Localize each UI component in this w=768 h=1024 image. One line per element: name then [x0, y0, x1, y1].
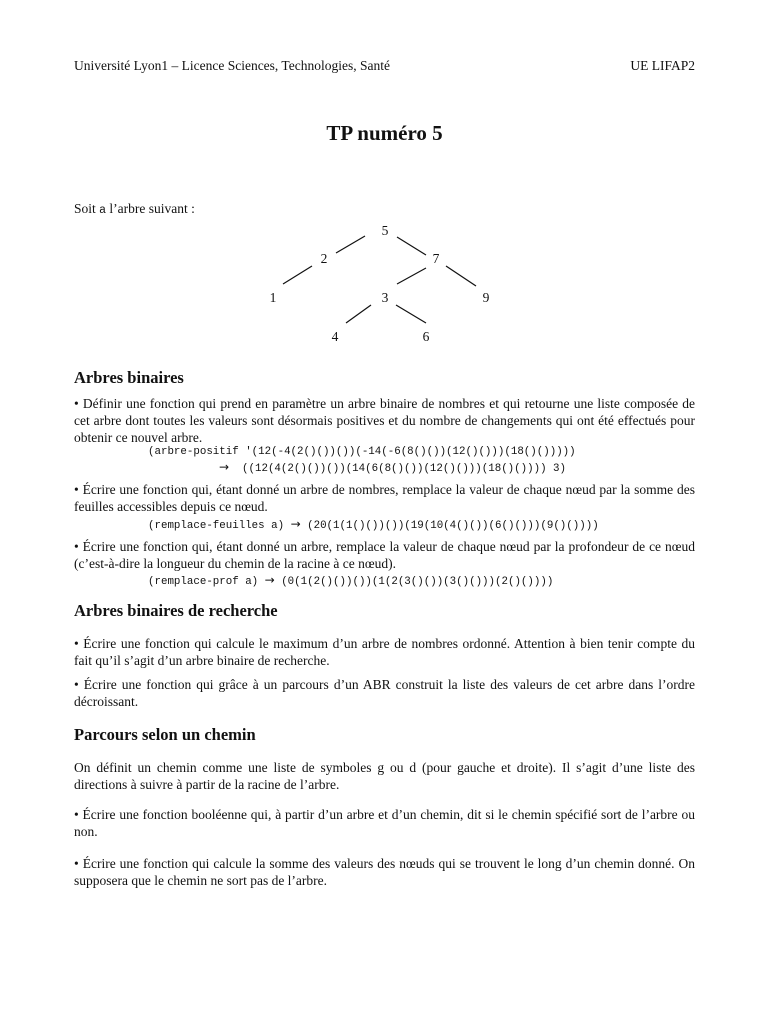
code-result-text: (20(1(1()())())(19(10(4()())(6()()))(9()()))) [307, 520, 599, 532]
edge-3-6 [396, 305, 426, 323]
exercise-paragraph: • Écrire une fonction booléenne qui, à partir d’un arbre et d’un chemin, dit si le chemin spécifié sort de l’arbre ou non. [74, 807, 695, 839]
code-call-text: (remplace-prof a) [148, 576, 259, 588]
header-course: UE LIFAP2 [630, 58, 695, 73]
code-example [148, 517, 599, 532]
intro-before: Soit [74, 201, 96, 216]
code-example-result [219, 460, 566, 475]
tree-node: 3 [381, 290, 389, 305]
section-heading-binary-trees: Arbres binaires [74, 368, 184, 387]
edge-7-3 [397, 268, 426, 284]
exercise-paragraph: • Écrire une fonction qui calcule la somme des valeurs des nœuds qui se trouvent le long d’un chemin donné. On supposera que le chemin ne sort pas de l’arbre. [74, 856, 695, 888]
header-university: Université Lyon1 – Licence Sciences, Technologies, Santé [74, 58, 390, 73]
exercise-paragraph: • Écrire une fonction qui, étant donné un arbre, remplace la valeur de chaque nœud par la profondeur de ce nœud (c’est-à-dire la longueur du chemin de la racine à ce nœud). [74, 539, 695, 571]
intro-after: l’arbre suivant : [109, 201, 195, 216]
intro-text [74, 201, 195, 217]
page-header [74, 58, 695, 74]
code-result-text: (0(1(2()())())(1(2(3()())(3()()))(2()()))) [281, 576, 554, 588]
tree-node: 9 [482, 290, 490, 305]
code-example-call: (arbre-positif '(12(-4(2()())())(-14(-6(8()())(12()()))(18()())))) [148, 446, 576, 458]
code-example [148, 573, 553, 588]
arrow-icon: → [264, 573, 275, 587]
tree-node: 4 [331, 329, 339, 344]
tree-node: 1 [269, 290, 277, 305]
arrow-icon: → [219, 460, 230, 474]
edge-5-2 [336, 236, 365, 253]
code-call-text: (remplace-feuilles a) [148, 520, 285, 532]
document-page [74, 0, 695, 1024]
tree-node: 2 [320, 251, 328, 266]
tree-node: 6 [422, 329, 430, 344]
exercise-paragraph: • Écrire une fonction qui grâce à un parcours d’un ABR construit la liste des valeurs de cet arbre dans l’ordre décroissant. [74, 677, 695, 709]
tree-node: 7 [432, 251, 440, 266]
code-result-text: ((12(4(2()())())(14(6(8()())(12()()))(18()()))) 3) [242, 463, 566, 475]
edge-3-4 [346, 305, 371, 323]
binary-tree-diagram [74, 216, 695, 351]
section-heading-bst: Arbres binaires de recherche [74, 601, 278, 620]
edge-7-9 [446, 266, 476, 286]
exercise-paragraph: • Écrire une fonction qui, étant donné un arbre de nombres, remplace la valeur de chaque nœud par la somme des feuilles accessibles depuis ce nœud. [74, 482, 695, 514]
edge-5-7 [397, 237, 426, 255]
definition-paragraph: On définit un chemin comme une liste de symboles g ou d (pour gauche et droite). Il s’agit d’une liste des directions à suivre à partir de la racine de l’arbre. [74, 760, 695, 792]
tree-node: 5 [381, 223, 389, 238]
edge-2-1 [283, 266, 312, 284]
section-heading-path: Parcours selon un chemin [74, 725, 256, 744]
exercise-paragraph: • Définir une fonction qui prend en paramètre un arbre binaire de nombres et qui retourne une liste composée de cet arbre dont toutes les valeurs sont désormais positives et du nombre de changements qui ont été effectués pour obtenir ce nouvel arbre. [74, 396, 695, 445]
intro-variable: a [99, 204, 107, 217]
exercise-paragraph: • Écrire une fonction qui calcule le maximum d’un arbre de nombres ordonné. Attention à bien tenir compte du fait qu’il s’agit d’un arbre binaire de recherche. [74, 636, 695, 668]
page-title: TP numéro 5 [326, 121, 443, 145]
arrow-icon: → [290, 517, 301, 531]
